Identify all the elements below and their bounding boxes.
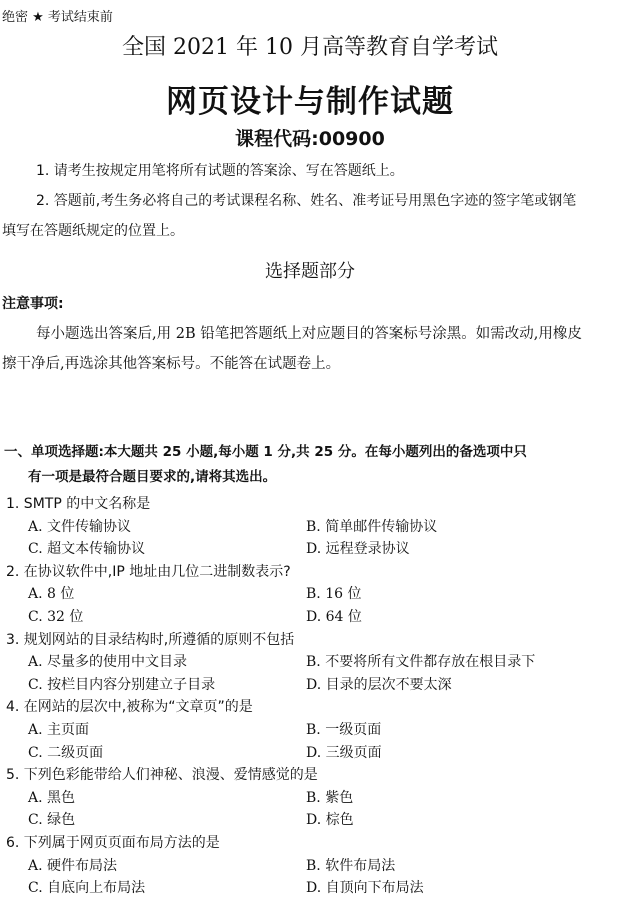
part-heading-1: 一、单项选择题:本大题共 25 小题,每小题 1 分,共 25 分。在每小题列出的备选项中只 bbox=[4, 444, 527, 460]
option-d: D. 自顶向下布局法 bbox=[306, 880, 424, 897]
option-c: C. 按栏目内容分别建立子目录 bbox=[28, 676, 216, 693]
option-a: A. 文件传输协议 bbox=[28, 518, 132, 535]
option-c: C. 二级页面 bbox=[28, 744, 104, 761]
attention-line-1: 每小题选出答案后,用 2B 铅笔把答题纸上对应题目的答案标号涂黑。如需改动,用橡皮 bbox=[36, 326, 582, 342]
attention-label: 注意事项: bbox=[2, 296, 64, 312]
option-c: C. 超文本传输协议 bbox=[28, 541, 146, 558]
section-title: 选择题部分 bbox=[265, 261, 355, 282]
option-b: B. 不要将所有文件都存放在根目录下 bbox=[306, 654, 536, 671]
option-a: A. 硬件布局法 bbox=[28, 857, 118, 874]
option-row bbox=[0, 877, 620, 900]
option-d: D. 目录的层次不要太深 bbox=[306, 676, 452, 693]
option-b: B. 软件布局法 bbox=[306, 857, 396, 874]
attention-line-2: 擦干净后,再选涂其他答案标号。不能答在试题卷上。 bbox=[2, 356, 341, 372]
option-row bbox=[0, 674, 620, 697]
option-c: C. 绿色 bbox=[28, 812, 76, 829]
option-a: A. 尽量多的使用中文目录 bbox=[28, 654, 188, 671]
question-stem: 6. 下列属于网页页面布局方法的是 bbox=[6, 834, 220, 851]
option-row bbox=[0, 787, 620, 810]
option-row bbox=[0, 606, 620, 629]
option-row bbox=[0, 719, 620, 742]
question-stem: 3. 规划网站的目录结构时,所遵循的原则不包括 bbox=[6, 631, 295, 648]
option-c: C. 自底向上布局法 bbox=[28, 880, 146, 897]
option-d: D. 三级页面 bbox=[306, 744, 382, 761]
option-d: D. 棕色 bbox=[306, 812, 354, 829]
subject-title: 网页设计与制作试题 bbox=[166, 84, 454, 120]
option-row bbox=[0, 583, 620, 606]
option-a: A. 主页面 bbox=[28, 721, 90, 738]
course-code: 课程代码:00900 bbox=[235, 128, 385, 150]
option-b: B. 16 位 bbox=[306, 586, 362, 603]
exam-title: 全国 2021 年 10 月高等教育自学考试 bbox=[122, 35, 498, 60]
confidential-label: 绝密 ★ 考试结束前 bbox=[2, 10, 113, 25]
option-b: B. 一级页面 bbox=[306, 721, 382, 738]
option-d: D. 远程登录协议 bbox=[306, 541, 410, 558]
option-c: C. 32 位 bbox=[28, 608, 84, 625]
option-a: A. 黑色 bbox=[28, 789, 76, 806]
note-2-cont: 填写在答题纸规定的位置上。 bbox=[2, 223, 184, 239]
question-stem: 1. SMTP 的中文名称是 bbox=[6, 496, 151, 512]
question-stem: 2. 在协议软件中,IP 地址由几位二进制数表示? bbox=[6, 563, 291, 580]
option-b: B. 紫色 bbox=[306, 789, 354, 806]
note-2: 2. 答题前,考生务必将自己的考试课程名称、姓名、准考证号用黑色字迹的签字笔或钢笔 bbox=[36, 193, 577, 209]
option-row bbox=[0, 855, 620, 878]
note-1: 1. 请考生按规定用笔将所有试题的答案涂、写在答题纸上。 bbox=[36, 163, 404, 179]
part-heading-2: 有一项是最符合题目要求的,请将其选出。 bbox=[28, 469, 277, 485]
question-stem: 4. 在网站的层次中,被称为“文章页”的是 bbox=[6, 699, 253, 716]
option-row bbox=[0, 809, 620, 832]
question-stem: 5. 下列色彩能带给人们神秘、浪漫、爱情感觉的是 bbox=[6, 767, 318, 784]
question-list bbox=[0, 437, 620, 900]
option-row bbox=[0, 516, 620, 539]
option-row bbox=[0, 538, 620, 561]
option-row bbox=[0, 651, 620, 674]
option-a: A. 8 位 bbox=[28, 586, 75, 603]
option-row bbox=[0, 742, 620, 765]
option-d: D. 64 位 bbox=[306, 608, 362, 625]
option-b: B. 简单邮件传输协议 bbox=[306, 518, 438, 535]
